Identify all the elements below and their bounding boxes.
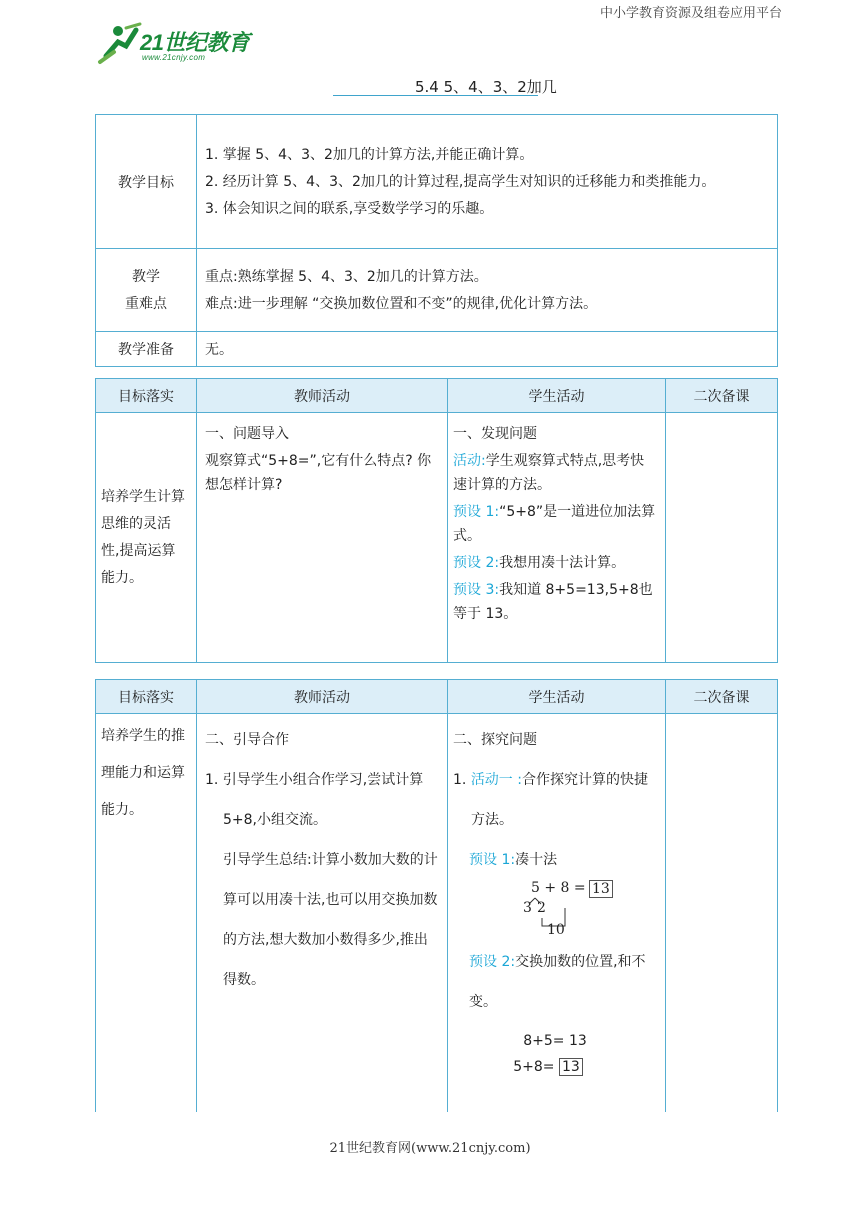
teacher-activity <box>197 714 448 1112</box>
diagram-ten: 10 <box>547 922 565 938</box>
teacher-activity <box>197 413 448 663</box>
activity-text: 学生观察算式特点,思考快速计算的方法。 <box>453 453 645 493</box>
col-header-teacher: 教师活动 <box>197 379 448 413</box>
notes-cell <box>666 413 778 663</box>
make-ten-diagram <box>525 880 657 942</box>
notes-cell <box>666 714 778 1112</box>
col-header-student: 学生活动 <box>448 680 666 714</box>
activity-text: 合作探究计算的快捷方法。 <box>471 772 648 828</box>
difficulty-cell <box>197 249 778 332</box>
footer: 21世纪教育网(www.21cnjy.com) <box>329 1141 531 1156</box>
diagram-equation: 5 + 8 = <box>531 880 586 896</box>
teacher-summary: 引导学生总结:计算小数加大数的计算可以用凑十法,也可以用交换加数的方法,想大数加小数得多少,推出得数。 <box>223 852 438 988</box>
item-number: 1. <box>453 772 467 788</box>
student-title: 一、发现问题 <box>453 426 537 442</box>
teacher-text: 观察算式“5+8=”,它有什么特点? 你想怎样计算? <box>205 453 432 493</box>
col-header-goal: 目标落实 <box>96 680 197 714</box>
diagram-answer: 13 <box>589 880 613 898</box>
student-activity <box>448 413 666 663</box>
goal-item: 2. 经历计算 5、4、3、2加几的计算过程,提高学生对知识的迁移能力和类推能力。 <box>205 173 716 190</box>
diagram-split-a: 3 <box>523 900 532 916</box>
preset-item <box>453 500 657 548</box>
difficulty-label-line: 教学 <box>132 268 160 285</box>
preset-label: 预设 1: <box>453 504 500 520</box>
teacher-title: 一、问题导入 <box>205 426 289 442</box>
prep-label: 教学准备 <box>96 332 197 367</box>
overview-table <box>95 114 778 367</box>
student-activity-item <box>453 449 657 497</box>
hard-point: 难点:进一步理解 “交换加数位置和不变”的规律,优化计算方法。 <box>205 295 598 312</box>
teacher-item: 1. 引导学生小组合作学习,尝试计算 5+8,小组交流。 <box>205 772 424 828</box>
activity-label: 活动一 : <box>470 772 522 788</box>
preset-text: 我想用凑十法计算。 <box>499 555 626 571</box>
logo <box>96 22 256 66</box>
student-activity <box>448 714 666 1112</box>
difficulty-label <box>96 249 197 332</box>
goals-label: 教学目标 <box>96 115 197 249</box>
goal-item: 1. 掌握 5、4、3、2加几的计算方法,并能正确计算。 <box>205 146 534 163</box>
equation-2 <box>439 1054 657 1080</box>
preset-item <box>453 578 657 626</box>
equation-2-text: 5+8= <box>513 1059 555 1075</box>
goal-item: 3. 体会知识之间的联系,享受数学学习的乐趣。 <box>205 200 494 217</box>
preset-label: 预设 3: <box>453 582 500 598</box>
student-activity-item <box>453 760 657 840</box>
key-point: 重点:熟练掌握 5、4、3、2加几的计算方法。 <box>205 268 488 285</box>
preset-item <box>453 551 657 575</box>
platform-name: 中小学教育资源及组卷应用平台 <box>599 6 782 21</box>
activity-label: 活动: <box>453 453 486 469</box>
page-title: 5.4 5、4、3、2加几 <box>415 78 557 96</box>
preset-text: 凑十法 <box>515 852 558 868</box>
logo-text: 21世纪教育 <box>140 30 250 55</box>
equation-1: 8+5= 13 <box>523 1033 587 1049</box>
logo-url: www.21cnjy.com <box>142 53 206 62</box>
preset-text: 交换加数的位置,和不变。 <box>469 954 646 1010</box>
col-header-notes: 二次备课 <box>666 680 778 714</box>
goal-text: 培养学生的推理能力和运算能力。 <box>96 714 197 1112</box>
goals-cell <box>197 115 778 249</box>
goal-text: 培养学生计算思维的灵活性,提高运算能力。 <box>96 413 197 663</box>
col-header-notes: 二次备课 <box>666 379 778 413</box>
preset-label: 预设 1: <box>469 852 516 868</box>
preset-label: 预设 2: <box>453 555 500 571</box>
col-header-student: 学生活动 <box>448 379 666 413</box>
col-header-goal: 目标落实 <box>96 379 197 413</box>
title-underline <box>333 95 538 96</box>
diagram-split-b: 2 <box>537 900 546 916</box>
prep-value: 无。 <box>197 332 778 367</box>
difficulty-label-line: 重难点 <box>125 295 167 312</box>
student-title: 二、探究问题 <box>453 732 537 748</box>
activity-table-2 <box>95 679 778 1112</box>
activity-table-1 <box>95 378 778 663</box>
teacher-title: 二、引导合作 <box>205 732 289 748</box>
col-header-teacher: 教师活动 <box>197 680 448 714</box>
equation-2-answer: 13 <box>559 1058 583 1076</box>
preset-label: 预设 2: <box>469 954 516 970</box>
preset-text: 我知道 8+5=13,5+8也等于 13。 <box>453 582 653 622</box>
runner-logo-icon <box>96 22 144 66</box>
preset-item <box>453 840 657 880</box>
preset-text: “5+8”是一道进位加法算式。 <box>453 504 656 544</box>
preset-item <box>453 942 657 1022</box>
